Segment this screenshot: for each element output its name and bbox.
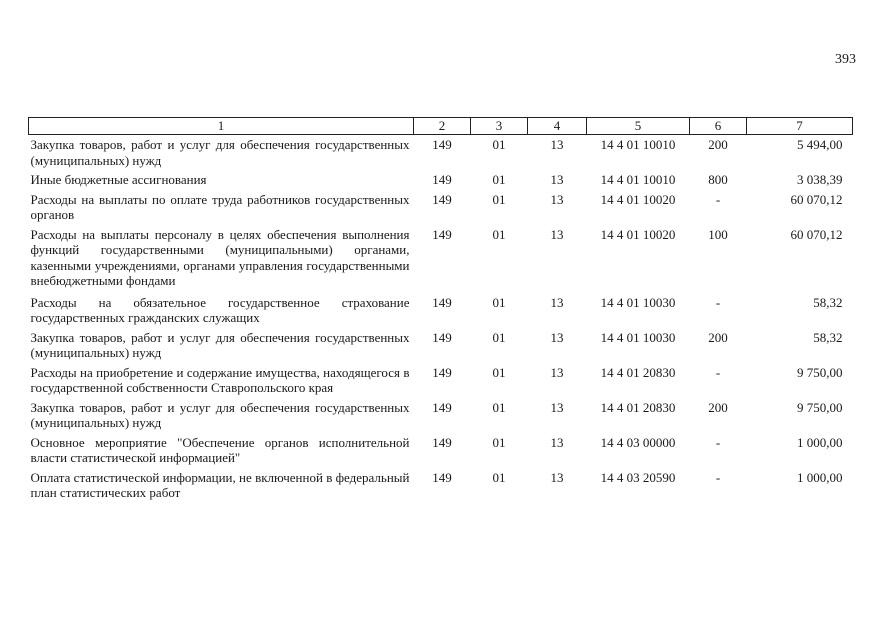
row-section-code: 01 [492, 191, 506, 207]
row-amount: 9 750,00 [797, 399, 843, 415]
table-row [29, 363, 853, 398]
row-ministry-code: 149 [432, 294, 452, 310]
row-subsection-code: 13 [550, 434, 564, 450]
row-description: Расходы на выплаты по оплате труда работников государственных органов [30, 191, 410, 222]
row-ministry-code: 149 [432, 434, 452, 450]
column-header-6: 6 [690, 118, 747, 135]
row-ministry-code: 149 [432, 191, 452, 207]
row-subsection-code: 13 [550, 329, 564, 345]
row-amount: 60 070,12 [790, 226, 843, 242]
row-description: Оплата статистической информации, не включенной в федеральный план статистических работ [30, 469, 410, 500]
row-amount: 58,32 [813, 329, 843, 345]
row-target-code: 14 4 01 10010 [600, 172, 676, 187]
row-target-code: 14 4 01 10020 [600, 191, 676, 207]
column-header-5: 5 [587, 118, 690, 135]
row-target-code: 14 4 01 10030 [600, 294, 676, 310]
row-target-code: 14 4 01 10010 [600, 137, 676, 152]
column-header-7: 7 [747, 118, 853, 135]
row-section-code: 01 [492, 399, 506, 415]
row-target-code: 14 4 03 00000 [600, 434, 676, 450]
column-header-2: 2 [414, 118, 471, 135]
row-ministry-code: 149 [432, 469, 452, 485]
row-subsection-code: 13 [550, 364, 564, 380]
row-ministry-code: 149 [432, 226, 452, 242]
row-section-code: 01 [492, 329, 506, 345]
row-ministry-code: 149 [432, 172, 452, 187]
row-amount: 1 000,00 [797, 469, 843, 485]
row-ministry-code: 149 [432, 137, 452, 152]
row-subsection-code: 13 [550, 399, 564, 415]
row-expense-type: - [715, 294, 721, 310]
page-number: 393 [835, 52, 856, 67]
row-expense-type: 200 [708, 329, 728, 345]
row-amount: 60 070,12 [790, 191, 843, 207]
row-ministry-code: 149 [432, 364, 452, 380]
row-expense-type: 800 [708, 172, 728, 187]
row-section-code: 01 [492, 364, 506, 380]
row-ministry-code: 149 [432, 329, 452, 345]
row-description: Основное мероприятие "Обеспечение органов исполнительной власти статистической информацией" [30, 434, 410, 465]
row-description: Иные бюджетные ассигнования [30, 172, 207, 187]
table-row [29, 328, 853, 363]
row-amount: 1 000,00 [797, 434, 843, 450]
row-description: Расходы на приобретение и содержание имущества, находящегося в государственной собственности Ставропольского края [30, 364, 410, 395]
row-target-code: 14 4 01 10020 [600, 226, 676, 242]
row-amount: 58,32 [813, 294, 843, 310]
row-expense-type: 100 [708, 226, 728, 242]
row-target-code: 14 4 01 10030 [600, 329, 676, 345]
table-row [29, 293, 853, 328]
row-amount: 9 750,00 [797, 364, 843, 380]
row-section-code: 01 [492, 226, 506, 242]
row-description: Закупка товаров, работ и услуг для обеспечения государственных (муниципальных) нужд [30, 399, 410, 430]
row-expense-type: - [715, 469, 721, 485]
row-subsection-code: 13 [550, 172, 564, 187]
row-amount: 5 494,00 [797, 137, 843, 152]
row-description: Расходы на обязательное государственное страхование государственных гражданских служащих [30, 294, 410, 325]
table-row [29, 398, 853, 433]
row-expense-type: - [715, 434, 721, 450]
row-expense-type: - [715, 191, 721, 207]
table-header-row [29, 118, 853, 135]
row-subsection-code: 13 [550, 137, 564, 152]
row-expense-type: 200 [708, 399, 728, 415]
table-row [29, 468, 853, 503]
row-subsection-code: 13 [550, 191, 564, 207]
column-header-1: 1 [29, 118, 414, 135]
table-row [29, 190, 853, 225]
budget-table [28, 117, 853, 503]
table-row [29, 433, 853, 468]
row-section-code: 01 [492, 294, 506, 310]
row-description: Расходы на выплаты персоналу в целях обеспечения выполнения функций государственными (муниципальными) органами, казенными учреждениями, органами управления государственными внебюджетными фондами [30, 226, 410, 288]
row-amount: 3 038,39 [797, 172, 843, 187]
table-row [29, 170, 853, 190]
row-target-code: 14 4 03 20590 [600, 469, 676, 485]
row-description: Закупка товаров, работ и услуг для обеспечения государственных (муниципальных) нужд [30, 137, 410, 168]
table-row [29, 135, 853, 171]
column-header-4: 4 [528, 118, 587, 135]
row-subsection-code: 13 [550, 226, 564, 242]
row-section-code: 01 [492, 434, 506, 450]
column-header-3: 3 [471, 118, 528, 135]
row-target-code: 14 4 01 20830 [600, 364, 676, 380]
row-section-code: 01 [492, 469, 506, 485]
row-section-code: 01 [492, 137, 506, 152]
row-subsection-code: 13 [550, 294, 564, 310]
row-subsection-code: 13 [550, 469, 564, 485]
row-ministry-code: 149 [432, 399, 452, 415]
row-target-code: 14 4 01 20830 [600, 399, 676, 415]
row-expense-type: 200 [708, 137, 728, 152]
table-row [29, 225, 853, 293]
row-section-code: 01 [492, 172, 506, 187]
row-description: Закупка товаров, работ и услуг для обеспечения государственных (муниципальных) нужд [30, 329, 410, 360]
row-expense-type: - [715, 364, 721, 380]
